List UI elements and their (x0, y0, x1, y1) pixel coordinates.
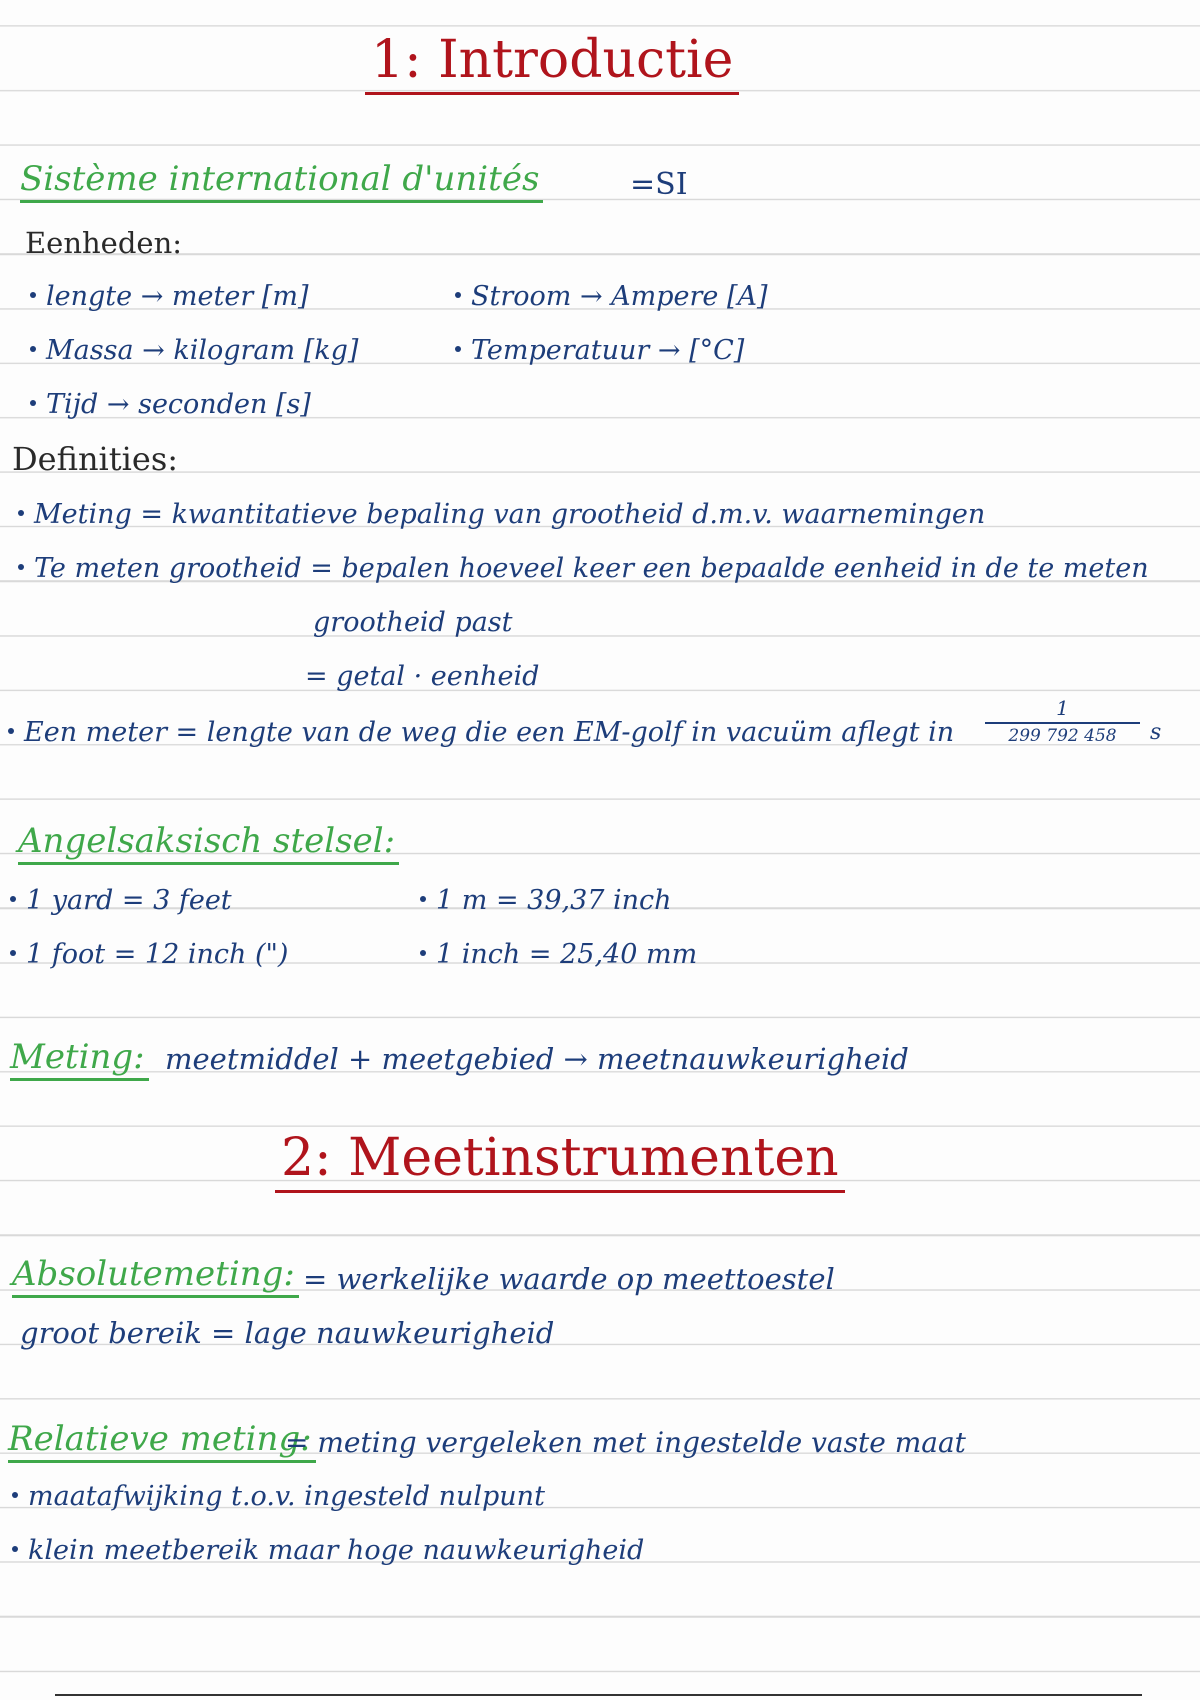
units-label: Eenheden: (25, 226, 183, 260)
bullet (12, 1546, 18, 1552)
def-text: Meting = kwantitatieve bepaling van grootheid d.m.v. waarnemingen (34, 499, 986, 530)
fraction-denominator: 299 792 458 (1008, 726, 1117, 746)
page-title-meetinstrumenten: 2: Meetinstrumenten (275, 1126, 845, 1193)
unit-text: Massa → kilogram [kg] (46, 335, 359, 366)
angelsaksisch-heading: Angelsaksisch stelsel: (18, 820, 399, 865)
def-grootheid (18, 552, 1149, 586)
bullet (8, 728, 14, 734)
unit-text: Temperatuur → [°C] (471, 335, 745, 366)
si-heading: Sistème international d'unités (20, 158, 543, 203)
unit-text: Stroom → Ampere [A] (471, 281, 768, 312)
bullet (420, 896, 426, 902)
absolute-meting-text: = werkelijke waarde op meettoestel (303, 1262, 835, 1296)
si-abbrev: =SI (630, 167, 688, 202)
meting-heading: Meting: (10, 1036, 149, 1081)
relatieve-meting-text: = meting vergeleken met ingestelde vaste maat (285, 1426, 966, 1459)
bullet (18, 510, 24, 516)
conv-text: 1 yard = 3 feet (26, 885, 232, 916)
relatieve-item-2 (12, 1534, 644, 1568)
unit-text: lengte → meter [m] (46, 281, 309, 312)
conv-text: 1 inch = 25,40 mm (436, 939, 698, 970)
conv-text: 1 m = 39,37 inch (436, 885, 672, 916)
conv-text: 1 foot = 12 inch (") (26, 939, 289, 970)
relatieve-item-1 (12, 1480, 545, 1514)
relatieve-item-text: maatafwijking t.o.v. ingesteld nulpunt (28, 1481, 545, 1512)
unit-item-stroom (455, 280, 768, 314)
def-text: Een meter = lengte van de weg die een EM-golf in vacuüm aflegt in (24, 717, 955, 748)
bullet (18, 564, 24, 570)
bullet (420, 950, 426, 956)
bullet (30, 292, 36, 298)
def-grootheid-cont: grootheid past (313, 607, 513, 638)
conv-inch-mm (420, 938, 697, 972)
def-meter (8, 716, 954, 750)
fraction-light-time (985, 696, 1140, 746)
def-text: Te meten grootheid = bepalen hoeveel keer een bepaalde eenheid in de te meten (34, 553, 1149, 584)
bullet (455, 346, 461, 352)
unit-item-massa (30, 334, 358, 368)
absolute-meting-line2: groot bereik = lage nauwkeurigheid (20, 1316, 555, 1350)
unit-item-tijd (30, 388, 311, 422)
def-meting (18, 498, 985, 532)
page-title-introductie: 1: Introductie (365, 28, 739, 95)
bottom-rule (55, 1694, 1142, 1696)
bullet (10, 950, 16, 956)
relatieve-item-text: klein meetbereik maar hoge nauwkeurigheid (28, 1535, 645, 1566)
bullet (30, 346, 36, 352)
meting-text: meetmiddel + meetgebied → meetnauwkeurigheid (165, 1042, 909, 1076)
definities-label: Definities: (12, 440, 179, 478)
unit-text: Tijd → seconden [s] (46, 389, 311, 420)
bullet (12, 1492, 18, 1498)
bullet (455, 292, 461, 298)
unit-item-temperatuur (455, 334, 744, 368)
relatieve-meting-heading: Relatieve meting: (8, 1418, 316, 1463)
def-getal-eenheid: = getal · eenheid (305, 661, 540, 692)
conv-yard (10, 884, 232, 918)
conv-meter-inch (420, 884, 672, 918)
fraction-numerator: 1 (985, 696, 1140, 724)
fraction-unit: s (1150, 720, 1162, 745)
absolute-meting-heading: Absolutemeting: (12, 1253, 299, 1298)
unit-item-lengte (30, 280, 308, 314)
bullet (10, 896, 16, 902)
conv-foot (10, 938, 288, 972)
bullet (30, 400, 36, 406)
